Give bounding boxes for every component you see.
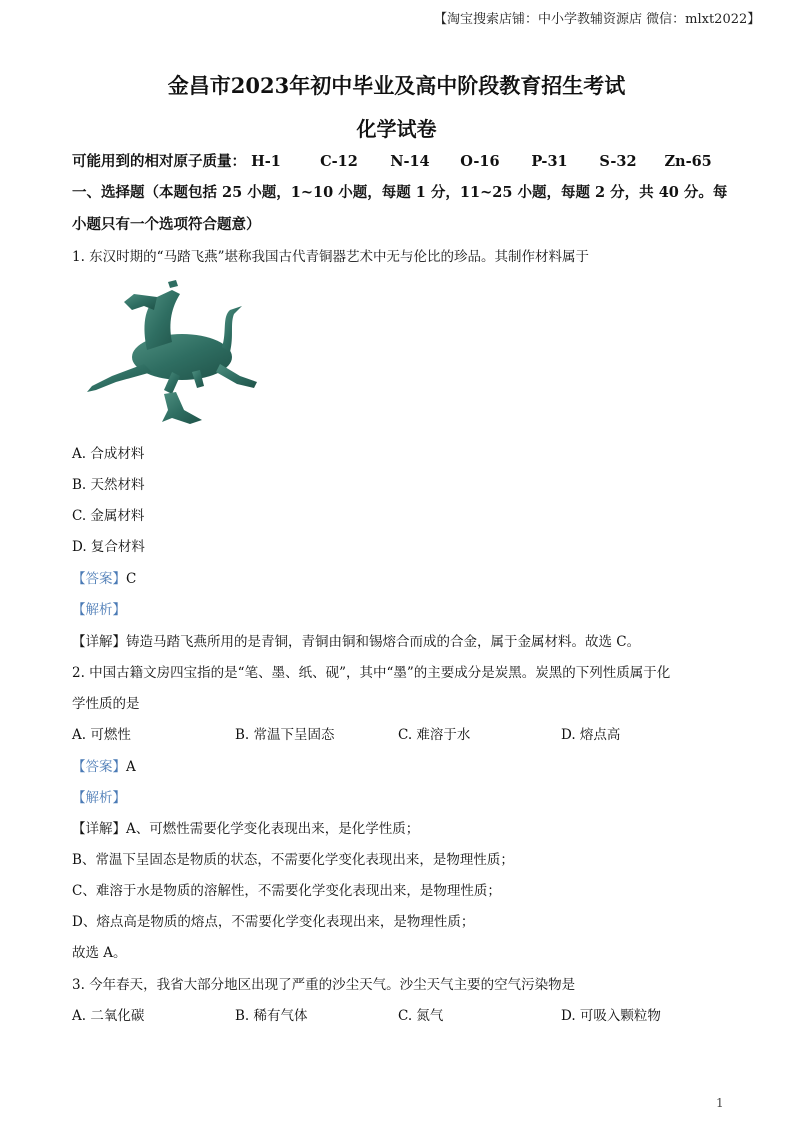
- question-2-option-c: C. 难溶于水: [398, 727, 471, 743]
- question-2-option-a: A. 可燃性: [72, 727, 131, 743]
- question-2-option-b: B. 常温下呈固态: [235, 727, 335, 743]
- atomic-mass-o: O-16: [460, 153, 500, 170]
- question-1-answer: [72, 567, 136, 587]
- detail-label: 【详解】: [72, 821, 126, 837]
- question-3-option-d: D. 可吸入颗粒物: [561, 1008, 661, 1024]
- question-1-option-c: C. 金属材料: [72, 508, 145, 524]
- question-1-detail: [72, 630, 640, 650]
- question-2-option-d: D. 熔点高: [561, 727, 621, 743]
- atomic-masses-label: 可能用到的相对原子质量：: [72, 153, 246, 170]
- atomic-mass-n: N-14: [390, 153, 430, 170]
- detail-text: 铸造马踏飞燕所用的是青铜，青铜由铜和锡熔合而成的合金，属于金属材料。故选 C。: [126, 634, 641, 650]
- answer-label: 【答案】: [72, 571, 126, 587]
- watermark-text: 【淘宝搜索店铺：中小学教辅资源店 微信：mlxt2022】: [434, 12, 761, 27]
- question-1-option-b: B. 天然材料: [72, 477, 145, 493]
- atomic-masses: [72, 150, 712, 171]
- question-2-detail-c: C、难溶于水是物质的溶解性，不需要化学变化表现出来，是物理性质；: [72, 883, 501, 899]
- answer-value: C: [126, 571, 137, 587]
- question-2-analysis-label: 【解析】: [72, 790, 126, 806]
- question-2-answer: [72, 755, 136, 775]
- question-3-stem: 3. 今年春天，我省大部分地区出现了严重的沙尘天气。沙尘天气主要的空气污染物是: [72, 977, 576, 993]
- question-3-options: [72, 1004, 661, 1024]
- exam-subtitle: 化学试卷: [356, 117, 437, 141]
- question-2-detail-d: D、熔点高是物质的熔点，不需要化学变化表现出来，是物理性质；: [72, 914, 475, 930]
- question-3-option-b: B. 稀有气体: [235, 1008, 308, 1024]
- question-2-options: [72, 723, 620, 743]
- question-2-stem-line2: 学性质的是: [72, 696, 140, 712]
- question-2-detail-b: B、常温下呈固态是物质的状态，不需要化学变化表现出来，是物理性质；: [72, 852, 514, 868]
- question-2-conclusion: 故选 A。: [72, 945, 127, 961]
- question-3-option-c: C. 氮气: [398, 1008, 444, 1024]
- question-1-option-d: D. 复合材料: [72, 539, 145, 555]
- section-heading-line2: 小题只有一个选项符合题意）: [72, 216, 261, 233]
- page-number: 1: [716, 1096, 724, 1110]
- question-1-option-a: A. 合成材料: [72, 446, 145, 462]
- answer-label: 【答案】: [72, 759, 126, 775]
- galloping-horse-image: [72, 272, 262, 436]
- section-heading-line1: 一、选择题（本题包括 25 小题，1~10 小题，每题 1 分，11~25 小题，每题 2 分，共 40 分。每: [72, 184, 728, 201]
- question-2-detail-a: [72, 817, 419, 837]
- atomic-mass-p: P-31: [531, 153, 568, 170]
- question-1-analysis-label: 【解析】: [72, 602, 126, 618]
- atomic-mass-c: C-12: [320, 153, 358, 170]
- detail-text: A、可燃性需要化学变化表现出来，是化学性质；: [126, 821, 420, 837]
- atomic-mass-s: S-32: [599, 153, 637, 170]
- answer-value: A: [126, 759, 136, 775]
- question-1-stem: 1. 东汉时期的“马踏飞燕”堪称我国古代青铜器艺术中无与伦比的珍品。其制作材料属于: [72, 249, 589, 265]
- detail-label: 【详解】: [72, 634, 126, 650]
- atomic-mass-zn: Zn-65: [664, 153, 712, 170]
- question-3-option-a: A. 二氧化碳: [72, 1008, 145, 1024]
- exam-title: 金昌市2023年初中毕业及高中阶段教育招生考试: [167, 73, 626, 98]
- atomic-mass-h: H-1: [251, 153, 281, 170]
- question-2-stem-line1: 2. 中国古籍文房四宝指的是“笔、墨、纸、砚”，其中“墨”的主要成分是炭黑。炭黑的下列性质属于化: [72, 665, 671, 681]
